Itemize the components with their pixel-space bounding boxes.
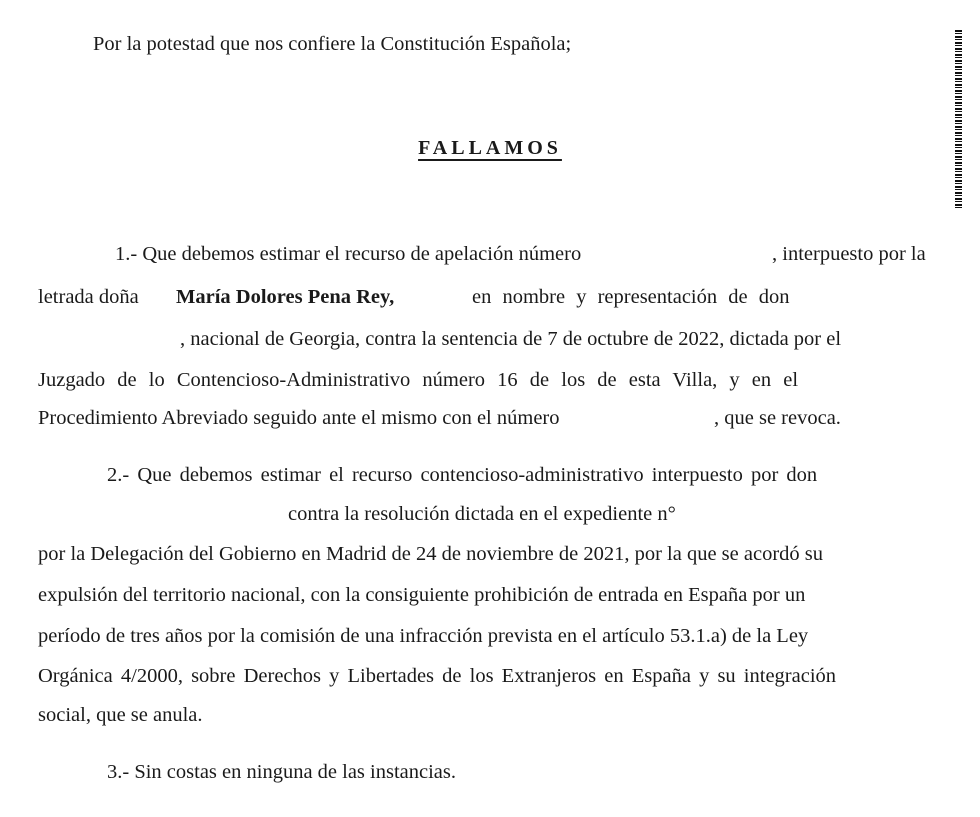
p2-line3: por la Delegación del Gobierno en Madrid de 24 de noviembre de 2021, por la que se acordó su xyxy=(38,543,824,565)
p2-line4: expulsión del territorio nacional, con la consiguiente prohibición de entrada en España por un xyxy=(38,584,806,606)
p1-line3: , nacional de Georgia, contra la sentencia de 7 de octubre de 2022, dictada por el xyxy=(180,328,842,350)
p1-line1-start: 1.- Que debemos estimar el recurso de apelación número xyxy=(115,243,582,265)
p2-line2: contra la resolución dictada en el expediente n° xyxy=(288,503,676,525)
p3-text: 3.- Sin costas en ninguna de las instancias. xyxy=(107,761,457,783)
p2-line7: social, que se anula. xyxy=(38,704,203,726)
lawyer-name: María Dolores Pena Rey, xyxy=(176,286,395,308)
p1-line5-end: , que se revoca. xyxy=(714,407,841,429)
barcode-strip xyxy=(955,30,962,210)
p1-line5-start: Procedimiento Abreviado seguido ante el mismo con el número xyxy=(38,407,560,429)
p1-line4: Juzgado de lo Contencioso-Administrativo número 16 de los de esta Villa, y en el xyxy=(38,369,799,391)
p2-line1: 2.- Que debemos estimar el recurso contencioso-administrativo interpuesto por don xyxy=(107,464,818,486)
p1-line2-start: letrada doña xyxy=(38,286,139,308)
intro-text: Por la potestad que nos confiere la Constitución Española; xyxy=(93,33,572,55)
p2-line6: Orgánica 4/2000, sobre Derechos y Libertades de los Extranjeros en España y su integración xyxy=(38,665,837,687)
p1-line1-end: , interpuesto por la xyxy=(772,243,926,265)
p2-line5: período de tres años por la comisión de una infracción prevista en el artículo 53.1.a) de la Ley xyxy=(38,625,809,647)
p1-line2-end: en nombre y representación de don xyxy=(472,286,790,308)
section-title: FALLAMOS xyxy=(418,137,562,159)
